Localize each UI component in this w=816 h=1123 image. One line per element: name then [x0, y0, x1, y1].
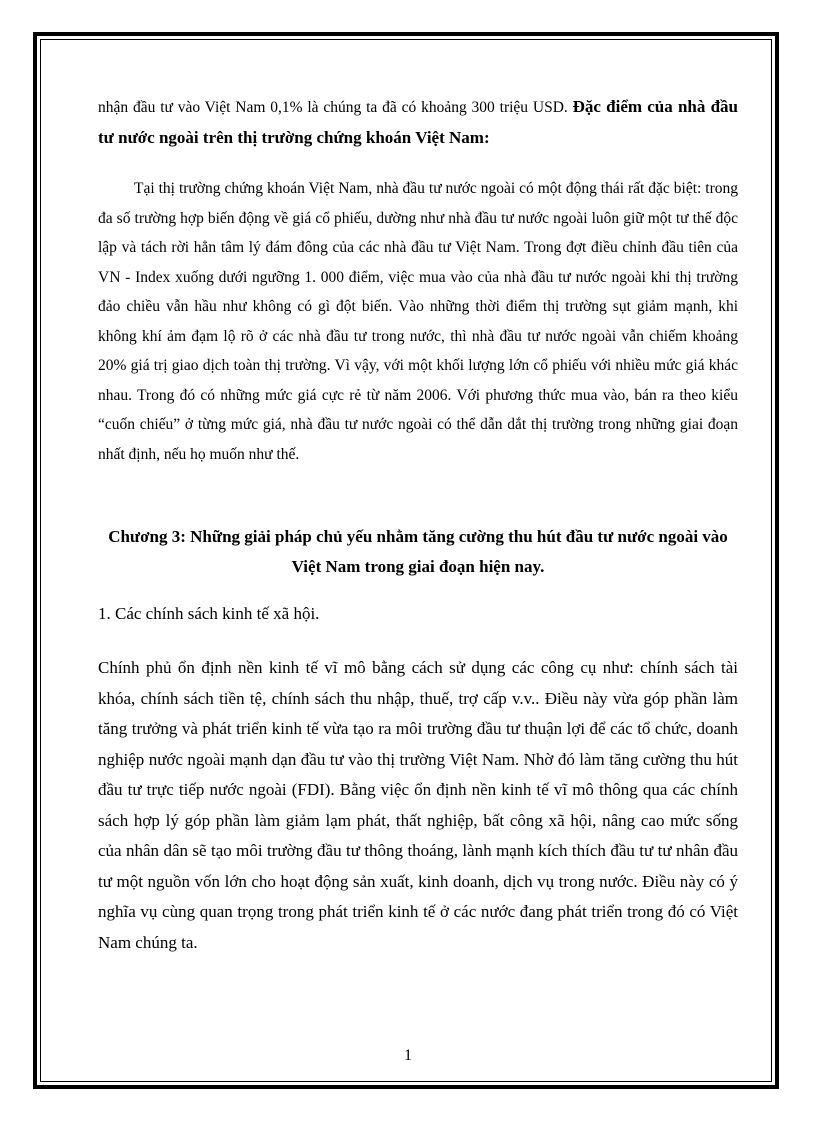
- intro-bold-text: Đặc điểm của nhà đầu tư nước ngoài trên thị trường chứng khoán Việt Nam:: [98, 97, 738, 147]
- page-number: 1: [404, 1047, 412, 1064]
- intro-text: nhận đầu tư vào Việt Nam 0,1% là chúng ta đã có khoảng 300 triệu USD.: [98, 99, 573, 116]
- paragraph-intro: [98, 92, 738, 153]
- paragraph-foreign-investors: Tại thị trường chứng khoán Việt Nam, nhà đầu tư nước ngoài có một động thái rất đặc biệt: trong đa số trường hợp biến động về giá cổ phiếu, dường như nhà đầu tư nước ngoài luôn giữ một tư thế độc lập và tách rời hẳn tâm lý đám đông của các nhà đầu tư Việt Nam. Trong đợt điều chỉnh đầu tiên của VN - Index xuống dưới ngưỡng 1. 000 điểm, việc mua vào của nhà đầu tư nước ngoài khi thị trường đảo chiều vẫn hầu như không có gì đột biến. Vào những thời điểm thị trường sụt giảm mạnh, khi không khí ảm đạm lộ rõ ở các nhà đầu tư trong nước, thì nhà đầu tư nước ngoài vẫn chiếm khoảng 20% giá trị giao dịch toàn thị trường. Vì vậy, với một khối lượng lớn cổ phiếu với nhiều mức giá khác nhau. Trong đó có những mức giá cực rẻ từ năm 2006. Với phương thức mua vào, bán ra theo kiểu “cuốn chiếu” ở từng mức giá, nhà đầu tư nước ngoài có thể dẫn dắt thị trường trong những giai đoạn nhất định, nếu họ muốn như thế.: [98, 180, 738, 463]
- chapter-heading: Chương 3: Những giải pháp chủ yếu nhằm tăng cường thu hút đầu tư nước ngoài vào Việt Nam trong giai đoạn hiện nay.: [108, 527, 728, 576]
- paragraph-policies: Chính phủ ổn định nền kinh tế vĩ mô bằng cách sử dụng các công cụ như: chính sách tài khóa, chính sách tiền tệ, chính sách thu nhập, thuế, trợ cấp v.v.. Điều này vừa góp phần làm tăng trưởng và phát triển kinh tế vừa tạo ra môi trường đầu tư thuận lợi để các tổ chức, doanh nghiệp nước ngoài mạnh dạn đầu tư vào thị trường Việt Nam. Nhờ đó làm tăng cường thu hút đầu tư trực tiếp nước ngoài (FDI). Bằng việc ổn định nền kinh tế vĩ mô thông qua các chính sách hợp lý góp phần làm giảm lạm phát, thất nghiệp, bất công xã hội, nâng cao mức sống của nhân dân sẽ tạo môi trường đầu tư thông thoáng, lành mạnh kích thích đầu tư tư nhân đầu tư một nguồn vốn lớn cho hoạt động sản xuất, kinh doanh, dịch vụ trong nước. Điều này có ý nghĩa vụ cùng quan trọng trong phát triển kinh tế ở các nước đang phát triển trong đó có Việt Nam chúng ta.: [98, 658, 738, 952]
- text-block-bottom: [98, 653, 738, 958]
- section-title: 1. Các chính sách kinh tế xã hội.: [98, 604, 320, 623]
- text-block-top: [98, 92, 738, 469]
